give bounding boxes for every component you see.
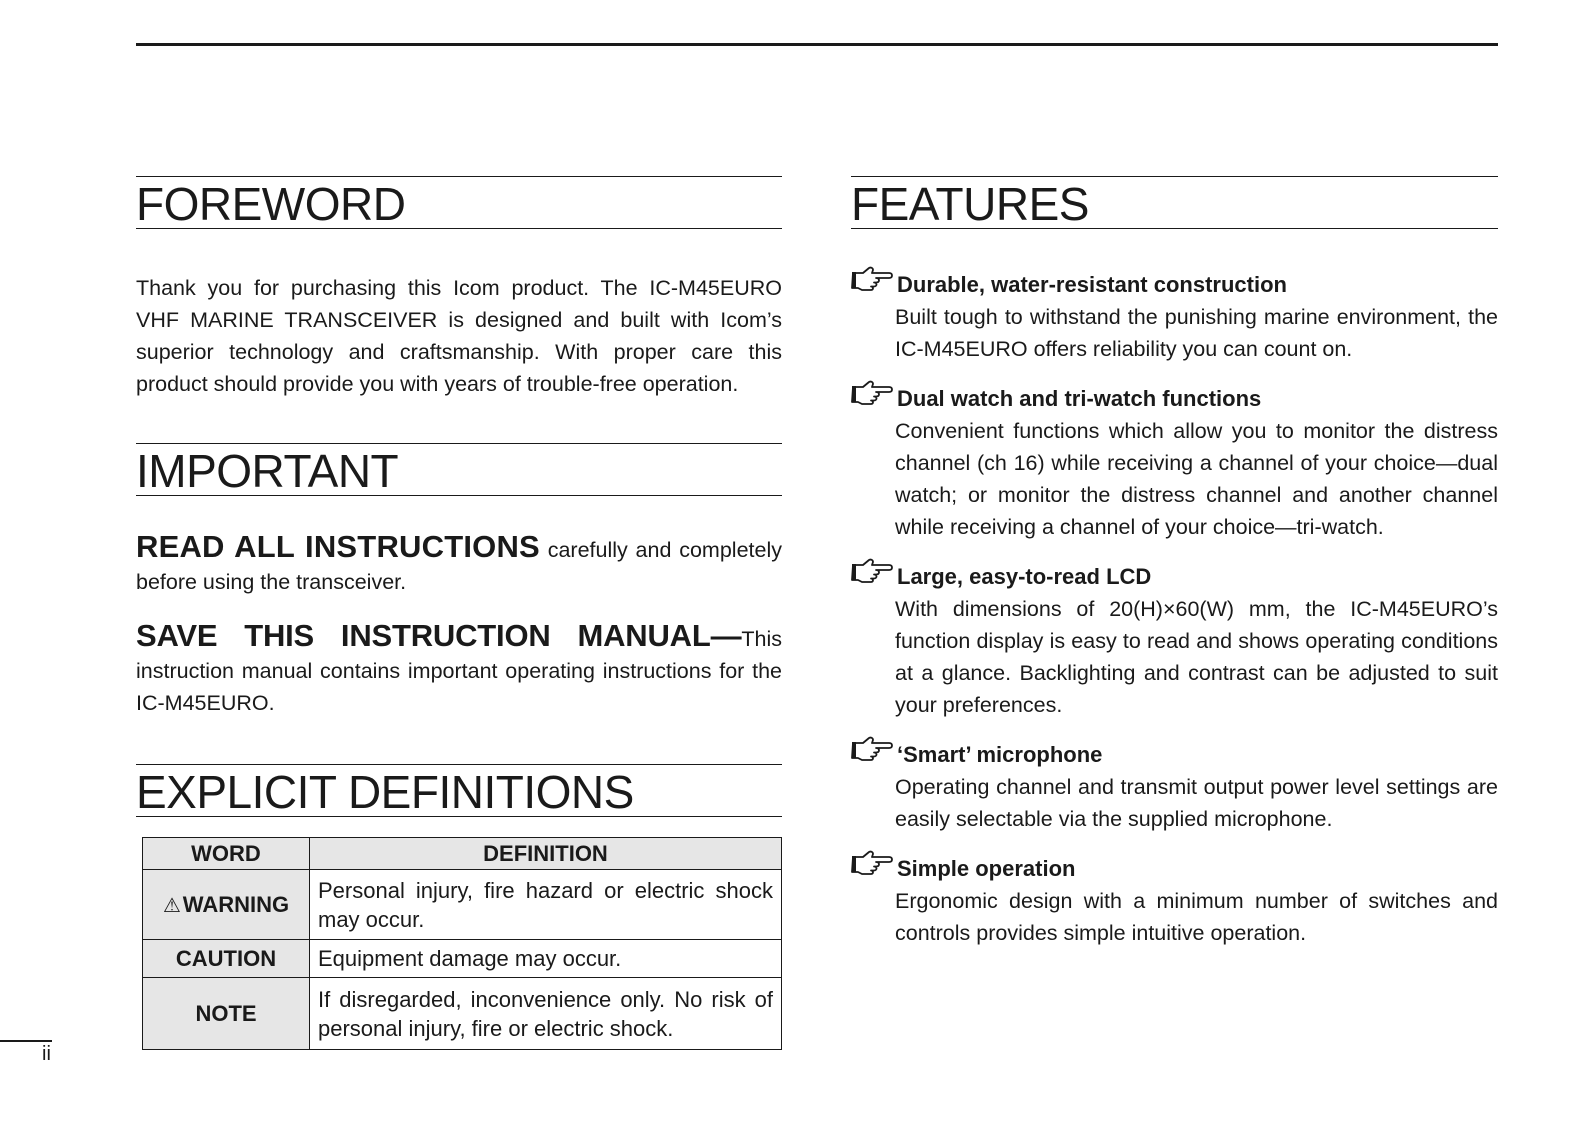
- warning-triangle-icon: ⚠: [162, 894, 181, 917]
- foreword-text: Thank you for purchasing this Icom product. The IC-M45EURO VHF MARINE TRANSCEIVER is designed and built with Icom’s superior technology and craftsmanship. With proper care this product should provide you with years of trouble-free operation.: [136, 276, 782, 396]
- pointing-hand-icon: [851, 379, 893, 407]
- feature-title: Large, easy-to-read LCD: [897, 564, 1152, 589]
- word-label: WARNING: [182, 891, 290, 917]
- feature-title: ‘Smart’ microphone: [897, 742, 1103, 767]
- feature-body: Operating channel and transmit output power level settings are easily selectable via the supplied microphone.: [895, 775, 1498, 831]
- read-instructions-paragraph: [136, 531, 782, 598]
- word-column-header: WORD: [143, 838, 310, 870]
- page-number-rule: [0, 1040, 52, 1042]
- page-number: ii: [42, 1043, 51, 1065]
- feature-item: [851, 383, 1498, 543]
- read-instructions-lead: READ ALL INSTRUCTIONS: [136, 529, 540, 564]
- word-cell-caution: CAUTION: [143, 940, 310, 978]
- feature-item: [851, 561, 1498, 721]
- definition-cell: If disregarded, inconvenience only. No risk of personal injury, fire or electric shock.: [310, 978, 782, 1050]
- explicit-definitions-heading: EXPLICIT DEFINITIONS: [136, 764, 782, 817]
- top-rule: [136, 43, 1498, 46]
- feature-body: Ergonomic design with a minimum number of switches and controls provides simple intuitive operation.: [895, 889, 1498, 945]
- feature-item: [851, 853, 1498, 949]
- save-manual-text: This instruction manual contains important operating instructions for the IC-M45EURO.: [136, 627, 782, 715]
- definition-cell: Equipment damage may occur.: [310, 940, 782, 978]
- pointing-hand-icon: [851, 265, 893, 293]
- save-manual-lead: SAVE THIS INSTRUCTION MANUAL—: [136, 618, 742, 653]
- definitions-table: [142, 837, 782, 1050]
- read-instructions-text: carefully and completely before using the transceiver.: [136, 538, 782, 594]
- feature-body: Built tough to withstand the punishing marine environment, the IC-M45EURO offers reliability you can count on.: [895, 305, 1498, 361]
- table-row: [143, 870, 782, 940]
- definition-column-header: DEFINITION: [310, 838, 782, 870]
- pointing-hand-icon: [851, 849, 893, 877]
- pointing-hand-icon: [851, 735, 893, 763]
- feature-body: With dimensions of 20(H)×60(W) mm, the IC-M45EURO’s function display is easy to read and shows operating conditions at a glance. Backlighting and contrast can be adjusted to suit your preferences.: [895, 597, 1498, 717]
- foreword-heading: FOREWORD: [136, 176, 782, 229]
- table-row: [143, 940, 782, 978]
- feature-item: [851, 739, 1498, 835]
- definition-cell: Personal injury, fire hazard or electric shock may occur.: [310, 870, 782, 940]
- feature-item: [851, 269, 1498, 365]
- feature-title: Durable, water-resistant construction: [897, 272, 1287, 297]
- pointing-hand-icon: [851, 557, 893, 585]
- important-heading: IMPORTANT: [136, 443, 782, 496]
- feature-title: Dual watch and tri-watch functions: [897, 386, 1262, 411]
- right-column: [851, 176, 1498, 949]
- feature-title: Simple operation: [897, 856, 1076, 881]
- table-row: [143, 978, 782, 1050]
- feature-body: Convenient functions which allow you to monitor the distress channel (ch 16) while receiving a channel of your choice—dual watch; or monitor the distress channel and another channel while receiving a channel of your choice—tri-watch.: [895, 419, 1498, 539]
- word-cell-note: NOTE: [143, 978, 310, 1050]
- features-heading: FEATURES: [851, 176, 1498, 229]
- definitions-header-row: [143, 838, 782, 870]
- word-cell-warning: [143, 870, 310, 940]
- save-manual-paragraph: [136, 620, 782, 719]
- left-column: [136, 176, 782, 1050]
